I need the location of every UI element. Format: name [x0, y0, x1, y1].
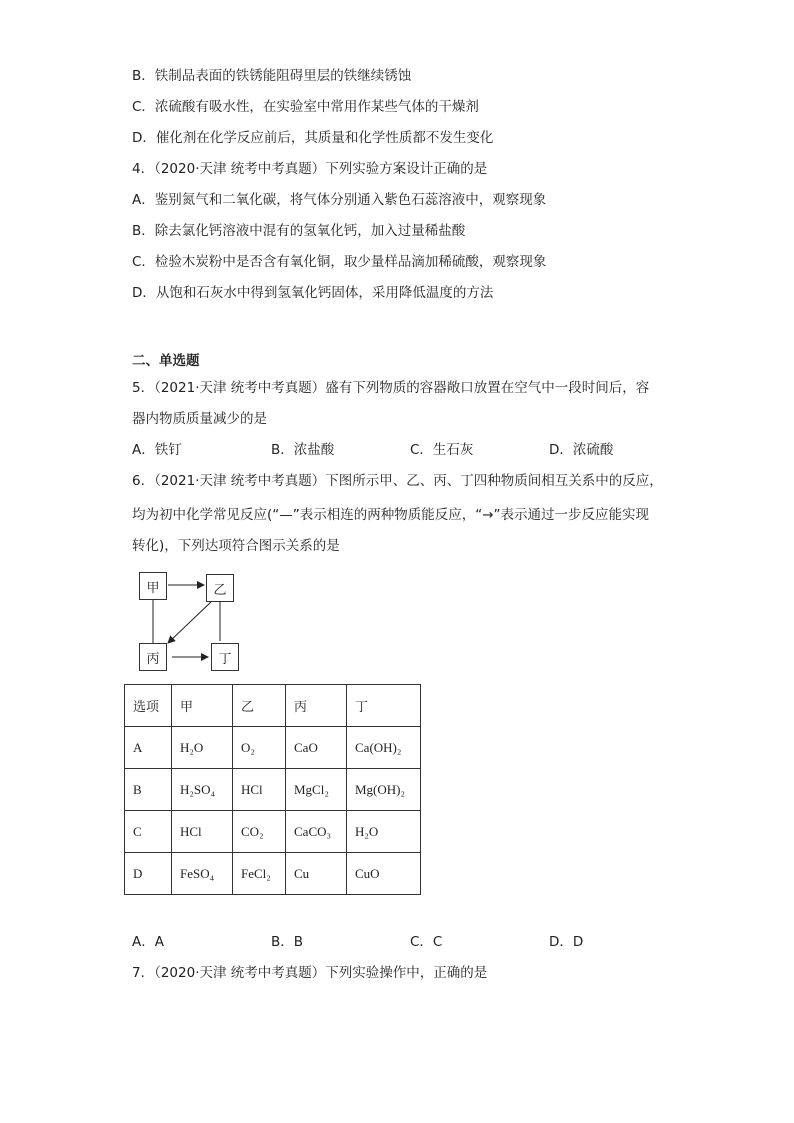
q6-option-b: B．B: [271, 934, 304, 950]
q6-stem-line1: 6．（2021·天津 统考中考真题）下图所示甲、乙、丙、丁四种物质间相互关系中的反应，: [132, 473, 663, 489]
table-row: [125, 811, 421, 853]
table-header-row: [125, 685, 421, 727]
table-cell: H₂O: [172, 727, 233, 769]
q5-option-a: A．铁钉: [132, 442, 182, 458]
table-cell: Ca(OH)₂: [347, 727, 421, 769]
table-row: [125, 853, 421, 895]
table-cell: FeSO₄: [172, 853, 233, 895]
q3-option-d: D．催化剂在化学反应前后，其质量和化学性质都不发生变化: [132, 130, 494, 146]
table-cell: HCl: [172, 811, 233, 853]
table-header-cell: 丙: [286, 685, 347, 727]
table-cell: MgCl₂: [286, 769, 347, 811]
table-cell: CO₂: [233, 811, 286, 853]
table-cell: FeCl₂: [233, 853, 286, 895]
table-cell: C: [125, 811, 172, 853]
section-heading: 二、单选题: [132, 353, 200, 369]
table-cell: H₂SO₄: [172, 769, 233, 811]
table-cell: CuO: [347, 853, 421, 895]
q4-option-a: A．鉴别氮气和二氧化碳，将气体分别通入紫色石蕊溶液中，观察现象: [132, 192, 547, 208]
table-header-cell: 甲: [172, 685, 233, 727]
q6-option-d: D．D: [549, 934, 584, 950]
q5-option-d: D．浓硫酸: [549, 442, 614, 458]
q5-stem-line1: 5．（2021·天津 统考中考真题）盛有下列物质的容器敞口放置在空气中一段时间后，容: [132, 380, 650, 396]
q4-option-c: C．检验木炭粉中是否含有氧化铜，取少量样品滴加稀硫酸，观察现象: [132, 254, 547, 270]
table-cell: HCl: [233, 769, 286, 811]
q4-option-b: B．除去氯化钙溶液中混有的氢氧化钙，加入过量稀盐酸: [132, 223, 466, 239]
q6-option-a: A．A: [132, 934, 164, 950]
table-cell: A: [125, 727, 172, 769]
q6-stem-line3: 转化)，下列达项符合图示关系的是: [132, 538, 340, 554]
table-cell: B: [125, 769, 172, 811]
node-jia: 甲: [139, 572, 167, 600]
table-cell: CaCO₃: [286, 811, 347, 853]
table-cell: Cu: [286, 853, 347, 895]
node-ding: 丁: [211, 643, 239, 671]
table-header-cell: 丁: [347, 685, 421, 727]
node-yi: 乙: [206, 574, 234, 602]
options-table: [124, 684, 421, 895]
table-cell: H₂O: [347, 811, 421, 853]
q5-option-c: C．生石灰: [410, 442, 474, 458]
table-cell: D: [125, 853, 172, 895]
q5-stem-line2: 器内物质质量减少的是: [132, 411, 267, 427]
q7-stem: 7．（2020·天津 统考中考真题）下列实验操作中，正确的是: [132, 965, 488, 981]
q5-option-b: B．浓盐酸: [271, 442, 335, 458]
table-header-cell: 乙: [233, 685, 286, 727]
table-row: [125, 769, 421, 811]
q4-stem: 4．（2020·天津 统考中考真题）下列实验方案设计正确的是: [132, 161, 488, 177]
table-cell: CaO: [286, 727, 347, 769]
q3-option-b: B．铁制品表面的铁锈能阻碍里层的铁继续锈蚀: [132, 68, 412, 84]
node-bing: 丙: [139, 643, 167, 671]
table-row: [125, 727, 421, 769]
table-header-cell: 选项: [125, 685, 172, 727]
table-cell: O₂: [233, 727, 286, 769]
q6-option-c: C．C: [410, 934, 443, 950]
table-cell: Mg(OH)₂: [347, 769, 421, 811]
q6-stem-line2: 均为初中化学常见反应(“—”表示相连的两种物质能反应，“→”表示通过一步反应能实现: [132, 507, 650, 523]
arrow-yi-bing: [168, 601, 212, 643]
q4-option-d: D．从饱和石灰水中得到氢氧化钙固体，采用降低温度的方法: [132, 285, 494, 301]
q3-option-c: C．浓硫酸有吸水性，在实验室中常用作某些气体的干燥剂: [132, 99, 479, 115]
